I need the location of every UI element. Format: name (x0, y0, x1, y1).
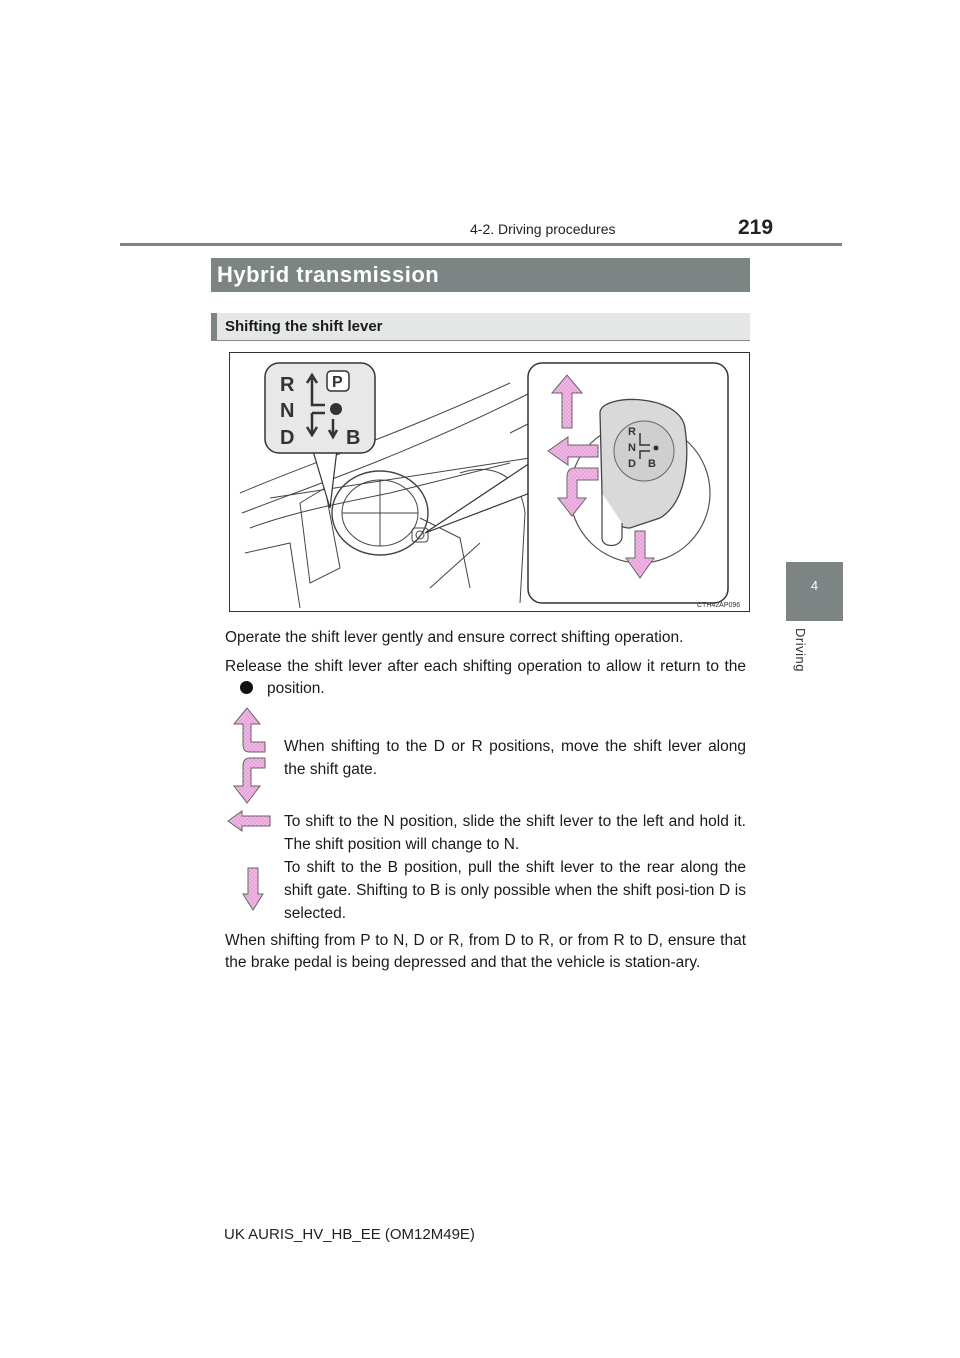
para2-text-after: position. (267, 680, 325, 697)
body-paragraph-3: When shifting from P to N, D or R, from D to R, or from R to D, ensure that the brake pedal is being depressed and that the vehicle is station-ary. (225, 932, 746, 971)
gate-label-n: N (280, 400, 295, 422)
footer-model-code: UK AURIS_HV_HB_EE (OM12M49E) (224, 1226, 475, 1243)
callout-pointer-right (425, 463, 530, 533)
left-arrow-icon (226, 810, 272, 832)
chapter-number: 4 (810, 578, 819, 593)
body-paragraph-1: Operate the shift lever gently and ensure correct shifting operation. (225, 629, 684, 646)
knob-label-n: N (628, 442, 636, 454)
para2-text-before: Release the shift lever after each shifting operation to allow it return to the (225, 658, 746, 675)
knob-label-d: D (628, 458, 636, 470)
header-rule (120, 243, 842, 246)
operation-text-3: To shift to the B position, pull the shift lever to the rear along the shift gate. Shifting to B is only possible when the shift posi-tion D is selected. (284, 859, 746, 922)
figure-code: CTH42AP096 (697, 602, 741, 609)
gate-arrows-icon (229, 706, 269, 806)
operation-text-2: To shift to the N position, slide the shift lever to the left and hold it. The shift position will change to N. (284, 813, 746, 853)
section-title: Hybrid transmission (211, 258, 750, 292)
gate-label-r: R (280, 374, 295, 396)
home-position-dot-icon (330, 403, 342, 415)
knob-label-r: R (628, 426, 636, 438)
operation-text-1: When shifting to the D or R positions, move the shift lever along the shift gate. (284, 738, 746, 778)
illustration-svg (230, 353, 751, 613)
knob-inset (425, 363, 728, 603)
page-number: 219 (738, 216, 774, 239)
gate-label-d: D (280, 427, 295, 449)
subsection-title: Shifting the shift lever (211, 313, 750, 341)
body-paragraph-2 (225, 656, 746, 700)
section-reference: 4-2. Driving procedures (470, 221, 616, 237)
knob-label-b: B (648, 458, 656, 470)
down-arrow-icon (241, 866, 265, 912)
home-position-dot-icon (240, 681, 253, 694)
gate-label-p: P (332, 374, 343, 391)
chapter-label: Driving (793, 628, 808, 672)
shift-lever-illustration (229, 352, 750, 612)
gate-label-b: B (346, 427, 361, 449)
